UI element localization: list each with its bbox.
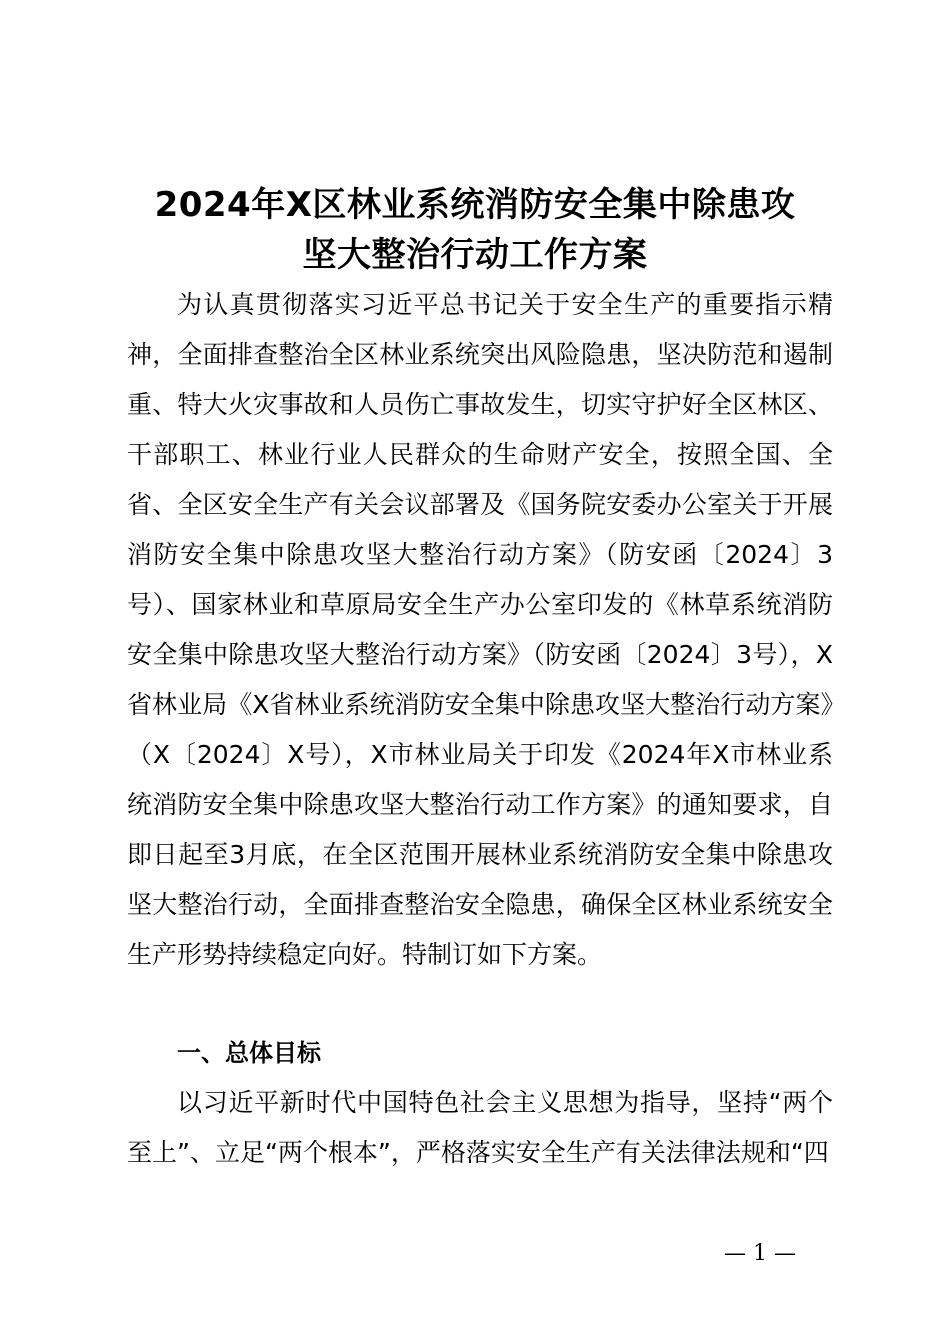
section-heading-overall-goal: 一、总体目标: [177, 1039, 321, 1067]
document-title-line-2: 坚大整治行动工作方案: [302, 235, 648, 275]
section-paragraph-overall-goal: 以习近平新时代中国特色社会主义思想为指导，坚持“两个至上”、立足“两个根本”，严格落实安全生产有关法律法规和“四: [127, 1088, 833, 1167]
page-number: — 1 —: [724, 1241, 796, 1266]
document-title-line-1: 2024年X区林业系统消防安全集中除患攻: [154, 185, 796, 225]
intro-paragraph: 为认真贯彻落实习近平总书记关于安全生产的重要指示精神，全面排查整治全区林业系统突出风险隐患，坚决防范和遏制重、特大火灾事故和人员伤亡事故发生，切实守护好全区林区、干部职工、林业行业人民群众的生命财产安全，按照全国、全省、全区安全生产有关会议部署及《国务院安委办公室关于开展消防安全集中除患攻坚大整治行动方案》（防安函〔2024〕3号）、国家林业和草原局安全生产办公室印发的《林草系统消防安全集中除患攻坚大整治行动方案》（防安函〔2024〕3号），X省林业局《X省林业系统消防安全集中除患攻坚大整治行动方案》（X〔2024〕X号），X市林业局关于印发《2024年X市林业系统消防安全集中除患攻坚大整治行动工作方案》的通知要求，自即日起至3月底，在全区范围开展林业系统消防安全集中除患攻坚大整治行动，全面排查整治安全隐患，确保全区林业系统安全生产形势持续稳定向好。特制订如下方案。: [127, 290, 833, 969]
